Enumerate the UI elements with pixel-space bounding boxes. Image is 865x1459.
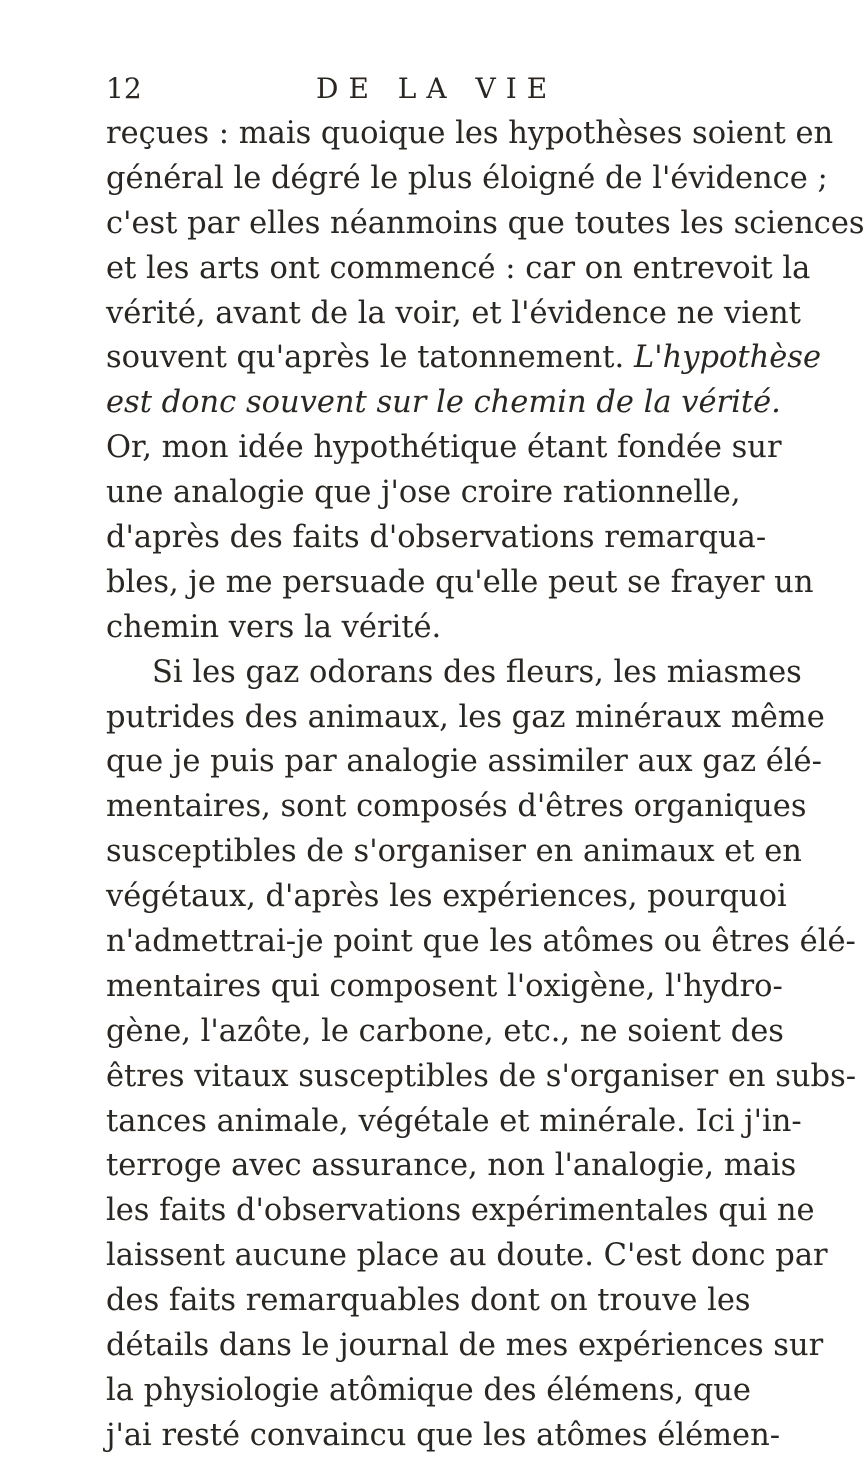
- text-line: une analogie que j'ose croire rationnelle,: [106, 475, 741, 511]
- text-line: mentaires, sont composés d'êtres organiques: [106, 789, 807, 825]
- text-line: détails dans le journal de mes expériences sur: [106, 1328, 824, 1364]
- text-line: susceptibles de s'organiser en animaux et en: [106, 834, 802, 870]
- text-line: la physiologie atômique des élémens, que: [106, 1372, 751, 1408]
- paragraph-first-line: Si les gaz odorans des fleurs, les miasmes: [152, 654, 802, 690]
- text-line: gène, l'azôte, le carbone, etc., ne soient des: [106, 1013, 784, 1049]
- text-line: putrides des animaux, les gaz minéraux même: [106, 699, 825, 735]
- text-line: tances animale, végétale et minérale. Ici j'in-: [106, 1103, 802, 1139]
- text-line: souvent qu'après le tatonnement. L'hypothèse: [106, 340, 821, 376]
- text-line: et les arts ont commencé : car on entrevoit la: [106, 250, 811, 286]
- text-line: laissent aucune place au doute. C'est donc par: [106, 1238, 828, 1274]
- text-line: général le dégré le plus éloigné de l'évidence ;: [106, 160, 828, 196]
- text-line: j'ai resté convaincu que les atômes élémen-: [106, 1417, 781, 1453]
- text-line: mentaires qui composent l'oxigène, l'hydro-: [106, 968, 783, 1004]
- text-line: vérité, avant de la voir, et l'évidence ne vient: [106, 295, 801, 331]
- text-line: n'admettrai-je point que les atômes ou êtres élé-: [106, 924, 856, 960]
- text-line: d'après des faits d'observations remarqua-: [106, 520, 767, 556]
- text-line: que je puis par analogie assimiler aux gaz élé-: [106, 744, 822, 780]
- body-text: [106, 112, 865, 1459]
- page-header: [106, 72, 706, 108]
- text-line: reçues : mais quoique les hypothèses soient en: [106, 116, 834, 151]
- text-line: des faits remarquables dont on trouve les: [106, 1283, 751, 1319]
- text-line: bles, je me persuade qu'elle peut se frayer un: [106, 564, 814, 600]
- text-line: est donc souvent sur le chemin de la vérité.: [106, 385, 781, 421]
- text-line: chemin vers la vérité.: [106, 609, 442, 645]
- text-line: êtres vitaux susceptibles de s'organiser en subs-: [106, 1058, 857, 1094]
- text-line: Or, mon idée hypothétique étant fondée sur: [106, 430, 782, 466]
- text-line: terroge avec assurance, non l'analogie, mais: [106, 1148, 797, 1184]
- text-line: végétaux, d'après les expériences, pourquoi: [106, 879, 787, 915]
- running-title: DE LA VIE: [316, 72, 558, 105]
- text-line: les faits d'observations expérimentales qui ne: [106, 1193, 815, 1229]
- page-number: 12: [106, 72, 142, 105]
- text-line: c'est par elles néanmoins que toutes les sciences: [106, 205, 865, 241]
